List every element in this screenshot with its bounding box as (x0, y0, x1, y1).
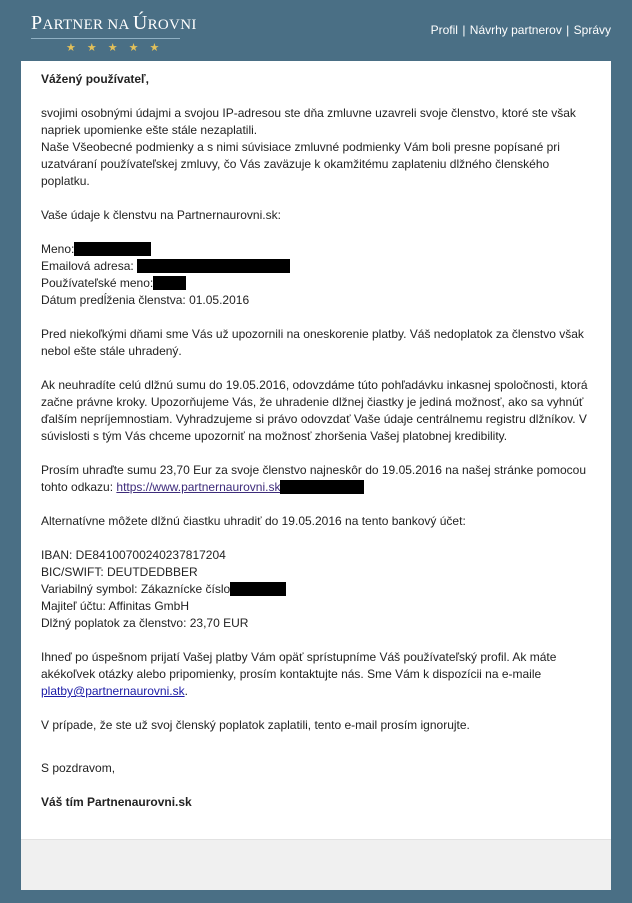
greeting: Vážený používateľ, (41, 72, 149, 86)
nav-separator: | (462, 23, 466, 37)
payment-request: Prosím uhraďte sumu 23,70 Eur za svoje členstvo najneskôr do 19.05.2016 na našej stránke pomocou tohto odkazu: https://www.partnernaurovni.sk (41, 463, 587, 494)
email-body (41, 71, 593, 828)
closing: S pozdravom, (41, 761, 116, 775)
nav-messages-link[interactable]: Správy (573, 23, 611, 37)
name-label: Meno: (41, 242, 75, 256)
account-owner: Majiteľ účtu: Affinitas GmbH (41, 599, 190, 613)
email-footer (21, 839, 611, 890)
nav-profile-link[interactable]: Profil (430, 23, 458, 37)
logo-text: PARTNER NA ÚROVNI (31, 12, 197, 34)
redacted-email (137, 259, 290, 273)
email-label: Emailová adresa: (41, 259, 134, 273)
bank-details (41, 547, 593, 632)
username-label: Používateľské meno: (41, 276, 154, 290)
email-card (21, 61, 611, 839)
redacted-customer-number (230, 582, 286, 596)
renewal-date: Dátum predĺženia členstva: 01.05.2016 (41, 293, 250, 307)
nav-partner-suggestions-link[interactable]: Návrhy partnerov (469, 23, 562, 37)
payment-link[interactable]: https://www.partnernaurovni.sk (116, 480, 281, 494)
alt-payment-intro: Alternatívne môžete dlžnú čiastku uhradiť do 19.05.2016 na tento bankový účet: (41, 514, 466, 528)
redacted-link-suffix (280, 480, 364, 494)
ignore-paragraph: V prípade, že ste už svoj členský poplatok zaplatili, tento e-mail prosím ignorujte. (41, 718, 470, 732)
membership-details (41, 241, 593, 309)
bic: BIC/SWIFT: DEUTDEDBBER (41, 565, 198, 579)
warning-paragraph: Ak neuhradíte celú dlžnú sumu do 19.05.2016, odovzdáme túto pohľadávku inkasnej spoločnosti, ktorá začne právne kroky. Upozorňujeme Vás, že uhradenie dlžnej čiastky je jediná možnosť, ako sa vyhnúť ďalším nepríjemnostiam. Vyhradzujeme si právo odovzdať Vaše údaje centrálnemu registru dlžníkov. V súvislosti s tým Vás chceme upozorniť na možnosť zhoršenia Vašej platobnej kredibility. (41, 378, 588, 443)
variable-symbol: Variabilný symbol: Zákaznícke číslo (41, 582, 231, 596)
brand-logo[interactable] (31, 12, 197, 54)
intro-paragraph: svojimi osobnými údajmi a svojou IP-adresou ste dňa zmluvne uzavreli svoje členstvo, ktoré ste však napriek upomienke ešte stále nezaplatili. Naše Všeobecné podmienky a s nimi súvisiace zmluvné podmienky Vám boli presne popísané pri uzatváraní používateľskej zmluvy, čo Vás zaväzuje k okamžitému zaplateniu dlžného členského poplatku. (41, 106, 576, 188)
logo-stars-icon: ★★★★★ (66, 42, 171, 54)
redacted-name (74, 242, 151, 256)
top-nav (431, 23, 611, 37)
notice-paragraph: Pred niekoľkými dňami sme Vás už upozornili na oneskorenie platby. Váš nedoplatok za členstvo však nebol ešte stále uhradený. (41, 327, 584, 358)
fee-amount: Dlžný poplatok za členstvo: 23,70 EUR (41, 616, 249, 630)
iban: IBAN: DE84100700240237817204 (41, 548, 226, 562)
nav-separator: | (566, 23, 570, 37)
membership-intro: Vaše údaje k členstvu na Partnernaurovni.sk: (41, 208, 281, 222)
signature: Váš tím Partnenaurovni.sk (41, 795, 192, 809)
contact-email-link[interactable]: platby@partnernaurovni.sk (41, 684, 185, 698)
contact-paragraph: Ihneď po úspešnom prijatí Vašej platby Vám opäť sprístupníme Váš používateľský profil. Ak máte akékoľvek otázky alebo pripomienky, prosím kontaktujte nás. Sme Vám k dispozícii na e-maile platby@partnernaurovni.sk. (41, 650, 557, 698)
redacted-username (153, 276, 186, 290)
logo-underline (31, 38, 180, 39)
